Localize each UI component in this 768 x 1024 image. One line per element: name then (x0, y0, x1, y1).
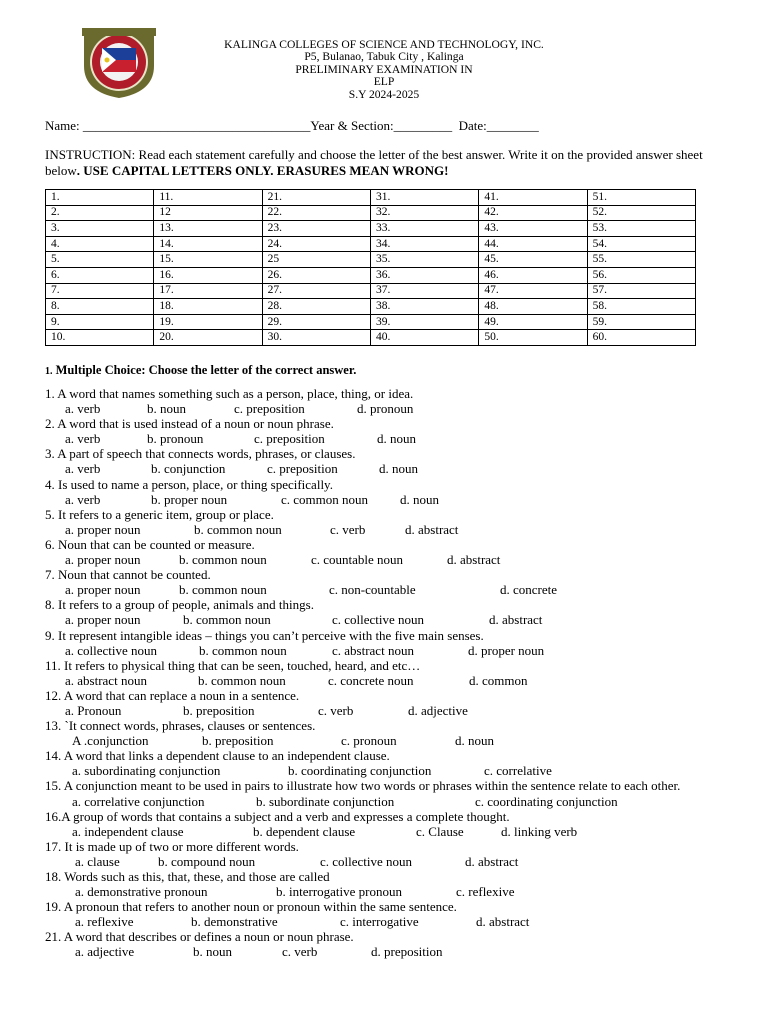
answer-option: d. linking verb (501, 823, 578, 839)
answer-option: b. common noun (179, 582, 267, 598)
answer-cell[interactable]: 17. (154, 283, 262, 299)
school-name: KALINGA COLLEGES OF SCIENCE AND TECHNOLOGY, INC. (224, 38, 544, 51)
answer-option: d. common (469, 672, 528, 688)
answer-option: c. collective noun (320, 853, 413, 869)
question-options (45, 944, 725, 959)
answer-option: a. demonstrative pronoun (75, 884, 208, 900)
answer-cell[interactable]: 9. (46, 314, 154, 330)
answer-cell[interactable]: 38. (370, 299, 478, 315)
answer-cell[interactable]: 47. (479, 283, 587, 299)
answer-cell[interactable]: 18. (154, 299, 262, 315)
answer-option: c. non-countable (329, 582, 416, 598)
answer-option: a. proper noun (65, 582, 141, 598)
answer-option: b. common noun (194, 521, 282, 537)
answer-row (46, 236, 696, 252)
question-options (45, 914, 725, 929)
answer-row (46, 221, 696, 237)
answer-cell[interactable]: 35. (370, 252, 478, 268)
answer-option: a. independent clause (72, 823, 184, 839)
answer-option: b. proper noun (151, 491, 228, 507)
answer-cell[interactable]: 21. (262, 190, 370, 206)
answer-option: b. pronoun (147, 431, 204, 447)
answer-row (46, 205, 696, 221)
answer-cell[interactable]: 1. (46, 190, 154, 206)
answer-option: c. verb (318, 702, 354, 718)
answer-option: b. preposition (183, 702, 255, 718)
answer-cell[interactable]: 32. (370, 205, 478, 221)
answer-option: a. verb (65, 491, 101, 507)
answer-cell[interactable]: 49. (479, 314, 587, 330)
question-text: 17. It is made up of two or more different words. (45, 838, 299, 854)
answer-cell[interactable]: 31. (370, 190, 478, 206)
answer-cell[interactable]: 53. (587, 221, 695, 237)
answer-cell[interactable]: 39. (370, 314, 478, 330)
answer-option: b. common noun (179, 552, 267, 568)
answer-option: a. verb (65, 461, 101, 477)
answer-option: a. proper noun (65, 521, 141, 537)
answer-cell[interactable]: 2. (46, 205, 154, 221)
answer-option: d. proper noun (468, 642, 545, 658)
answer-cell[interactable]: 12 (154, 205, 262, 221)
question-options (45, 522, 725, 537)
question-text: 11. It refers to physical thing that can be seen, touched, heard, and etc… (45, 657, 421, 673)
answer-option: c. preposition (254, 431, 325, 447)
answer-option: d. noun (455, 733, 494, 749)
answer-cell[interactable]: 56. (587, 267, 695, 283)
answer-cell[interactable]: 8. (46, 299, 154, 315)
answer-option: c. concrete noun (328, 672, 414, 688)
answer-cell[interactable]: 11. (154, 190, 262, 206)
answer-option: a. verb (65, 401, 101, 417)
answer-option: c. Clause (416, 823, 464, 839)
question-options (45, 673, 725, 688)
answer-option: d. abstract (489, 612, 543, 628)
question-options (45, 703, 725, 718)
answer-option: a. subordinating conjunction (72, 763, 221, 779)
answer-option: a. proper noun (65, 552, 141, 568)
answer-option: c. countable noun (311, 552, 404, 568)
answer-cell[interactable]: 36. (370, 267, 478, 283)
school-year: S.Y 2024-2025 (348, 87, 420, 101)
answer-cell[interactable]: 46. (479, 267, 587, 283)
answer-option: a. verb (65, 431, 101, 447)
answer-cell[interactable]: 27. (262, 283, 370, 299)
answer-cell[interactable]: 43. (479, 221, 587, 237)
answer-option: d. noun (377, 431, 416, 447)
answer-option: c. coordinating conjunction (475, 793, 618, 809)
answer-cell[interactable]: 48. (479, 299, 587, 315)
answer-option: b. common noun (199, 642, 287, 658)
question-options (45, 643, 725, 658)
answer-option: b. coordinating conjunction (288, 763, 432, 779)
question-options (45, 763, 725, 778)
answer-cell[interactable]: 30. (262, 330, 370, 346)
answer-cell[interactable]: 37. (370, 283, 478, 299)
answer-option: a. clause (75, 853, 120, 869)
answer-option: d. abstract (447, 552, 501, 568)
answer-option: b. dependent clause (253, 823, 356, 839)
answer-row (46, 252, 696, 268)
school-logo (80, 26, 158, 100)
question-text: 5. It refers to a generic item, group or place. (45, 506, 274, 522)
question-text: 3. A part of speech that connects words, phrases, or clauses. (45, 446, 356, 462)
question-text: 13. `It connect words, phrases, clauses or sentences. (45, 718, 316, 734)
answer-option: c. preposition (234, 401, 305, 417)
answer-option: a. reflexive (75, 914, 134, 930)
answer-cell[interactable]: 44. (479, 236, 587, 252)
answer-cell[interactable]: 52. (587, 205, 695, 221)
answer-cell[interactable]: 28. (262, 299, 370, 315)
answer-cell[interactable]: 10. (46, 330, 154, 346)
answer-option: a. abstract noun (65, 672, 147, 688)
question-options (45, 884, 725, 899)
answer-cell[interactable]: 33. (370, 221, 478, 237)
student-info-fields[interactable]: Name: ___________________________________Year & Section:_________ Date:________ (45, 118, 539, 133)
answer-cell[interactable]: 22. (262, 205, 370, 221)
answer-option: d. preposition (371, 944, 443, 960)
question-options (45, 733, 725, 748)
answer-cell[interactable]: 60. (587, 330, 695, 346)
answer-row (46, 190, 696, 206)
answer-option: c. verb (330, 521, 366, 537)
answer-option: c. common noun (281, 491, 369, 507)
answer-option: d. abstract (465, 853, 519, 869)
answer-cell[interactable]: 41. (479, 190, 587, 206)
question-options (45, 492, 725, 507)
answer-cell[interactable]: 26. (262, 267, 370, 283)
answer-option: c. preposition (267, 461, 338, 477)
answer-option: b. conjunction (151, 461, 226, 477)
answer-option: d. abstract (405, 521, 459, 537)
answer-row (46, 267, 696, 283)
answer-cell[interactable]: 55. (587, 252, 695, 268)
answer-cell[interactable]: 25 (262, 252, 370, 268)
answer-cell[interactable]: 13. (154, 221, 262, 237)
answer-option: a. adjective (75, 944, 135, 960)
answer-cell[interactable]: 24. (262, 236, 370, 252)
answer-cell[interactable]: 5. (46, 252, 154, 268)
question-options (45, 401, 725, 416)
answer-option: d. abstract (476, 914, 530, 930)
section-title: 1. Multiple Choice: Choose the letter of the correct answer. (45, 363, 357, 377)
answer-row (46, 330, 696, 346)
answer-cell[interactable]: 15. (154, 252, 262, 268)
answer-cell[interactable]: 6. (46, 267, 154, 283)
answer-option: c. collective noun (332, 612, 425, 628)
answer-option: b. noun (147, 401, 186, 417)
answer-option: b. common noun (198, 672, 286, 688)
answer-option: a. correlative conjunction (72, 793, 205, 809)
answer-option: b. noun (193, 944, 232, 960)
answer-option: d. noun (400, 491, 439, 507)
question-options (45, 461, 725, 476)
answer-option: a. collective noun (65, 642, 158, 658)
answer-cell[interactable]: 34. (370, 236, 478, 252)
question-text: 15. A conjunction meant to be used in pairs to illustrate how two words or phrases within the sentence relate to each other. (45, 778, 681, 794)
question-options (45, 582, 725, 597)
answer-option: b. demonstrative (191, 914, 278, 930)
answer-option: d. concrete (500, 582, 558, 598)
question-options (45, 854, 725, 869)
answer-cell[interactable]: 29. (262, 314, 370, 330)
answer-option: c. correlative (484, 763, 552, 779)
answer-option: a. Pronoun (65, 702, 122, 718)
answer-cell[interactable]: 57. (587, 283, 695, 299)
answer-cell[interactable]: 59. (587, 314, 695, 330)
exam-subject: ELP (373, 75, 395, 89)
question-text: 19. A pronoun that refers to another noun or pronoun within the same sentence. (45, 899, 457, 915)
question-text: 18. Words such as this, that, these, and those are called (45, 869, 330, 884)
school-address: P5, Bulanao, Tabuk City , Kalinga (304, 50, 464, 64)
question-options (45, 431, 725, 446)
answer-cell[interactable]: 51. (587, 190, 695, 206)
question-options (45, 552, 725, 567)
answer-option: b. subordinate conjunction (256, 793, 395, 809)
answer-sheet-table (45, 189, 696, 346)
answer-option: c. abstract noun (332, 642, 414, 658)
instruction-text: INSTRUCTION: Read each statement carefully and choose the letter of the best answer. Write it on the provided answer sheet below (45, 147, 703, 178)
answer-row (46, 299, 696, 315)
question-text: 12. A word that can replace a noun in a sentence. (45, 687, 300, 703)
question-text: 8. It refers to a group of people, animals and things. (45, 597, 314, 613)
answer-cell[interactable]: 19. (154, 314, 262, 330)
answer-option: c. verb (282, 944, 318, 960)
answer-cell[interactable]: 14. (154, 236, 262, 252)
answer-option: d. pronoun (357, 401, 414, 417)
exam-title: PRELIMINARY EXAMINATION IN (295, 62, 473, 76)
question-text: 9. It represent intangible ideas – things you can’t perceive with the five main senses. (45, 627, 484, 643)
question-options (45, 794, 725, 809)
question-text: 7. Noun that cannot be counted. (45, 567, 211, 583)
question-text: 16.A group of words that contains a subject and a verb and expresses a complete thought. (45, 808, 510, 824)
question-text: 2. A word that is used instead of a noun or noun phrase. (45, 416, 334, 432)
answer-cell[interactable]: 45. (479, 252, 587, 268)
question-options (45, 612, 725, 627)
answer-option: b. common noun (183, 612, 271, 628)
answer-option: a. proper noun (65, 612, 141, 628)
question-text: 4. Is used to name a person, place, or thing specifically. (45, 476, 333, 492)
question-text: 14. A word that links a dependent clause to an independent clause. (45, 748, 390, 764)
answer-cell[interactable]: 42. (479, 205, 587, 221)
question-text: 21. A word that describes or defines a noun or noun phrase. (45, 929, 354, 945)
answer-cell[interactable]: 23. (262, 221, 370, 237)
question-options (45, 824, 725, 839)
answer-option: A .conjunction (72, 733, 149, 749)
answer-row (46, 283, 696, 299)
instruction (45, 147, 725, 179)
document-header (160, 39, 608, 101)
answer-cell[interactable]: 58. (587, 299, 695, 315)
answer-row (46, 314, 696, 330)
answer-cell[interactable]: 20. (154, 330, 262, 346)
answer-cell[interactable]: 40. (370, 330, 478, 346)
question-text: 1. A word that names something such as a person, place, thing, or idea. (45, 386, 414, 401)
question-text: 6. Noun that can be counted or measure. (45, 536, 255, 552)
answer-cell[interactable]: 4. (46, 236, 154, 252)
answer-cell[interactable]: 3. (46, 221, 154, 237)
answer-cell[interactable]: 16. (154, 267, 262, 283)
answer-cell[interactable]: 50. (479, 330, 587, 346)
answer-option: c. interrogative (340, 914, 419, 930)
answer-option: b. compound noun (158, 853, 256, 869)
answer-option: d. adjective (408, 702, 468, 718)
answer-option: d. noun (379, 461, 418, 477)
answer-cell[interactable]: 54. (587, 236, 695, 252)
answer-option: b. preposition (202, 733, 274, 749)
answer-option: b. interrogative pronoun (276, 884, 402, 900)
instruction-emphasis: . USE CAPITAL LETTERS ONLY. ERASURES MEAN WRONG! (76, 163, 449, 178)
answer-cell[interactable]: 7. (46, 283, 154, 299)
answer-option: c. pronoun (341, 733, 397, 749)
questions-list (45, 386, 725, 960)
answer-option: c. reflexive (456, 884, 515, 900)
